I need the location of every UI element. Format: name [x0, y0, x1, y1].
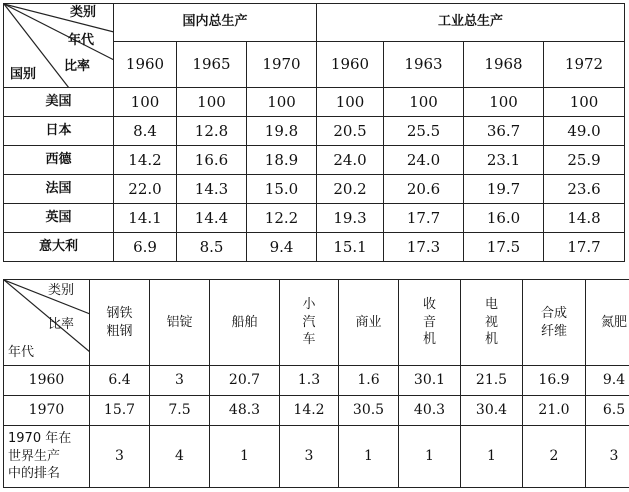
country-label: 法国	[4, 175, 114, 204]
data-cell: 1	[339, 426, 399, 488]
data-cell: 6.4	[90, 366, 150, 396]
data-cell: 3	[280, 426, 339, 488]
data-cell: 17.3	[384, 233, 464, 262]
data-cell: 18.9	[247, 146, 317, 175]
data-cell: 14.8	[544, 204, 625, 233]
country-label: 西德	[4, 146, 114, 175]
data-cell: 100	[544, 88, 625, 117]
data-cell: 14.1	[114, 204, 177, 233]
data-cell: 17.5	[464, 233, 544, 262]
year-header: 1965	[177, 42, 247, 88]
data-cell: 22.0	[114, 175, 177, 204]
data-cell: 23.6	[544, 175, 625, 204]
year-header: 1968	[464, 42, 544, 88]
data-cell: 1	[461, 426, 523, 488]
data-cell: 12.8	[177, 117, 247, 146]
data-cell: 14.2	[114, 146, 177, 175]
table-row	[4, 233, 625, 262]
data-cell: 30.5	[339, 396, 399, 426]
data-cell: 100	[177, 88, 247, 117]
data-cell: 21.5	[461, 366, 523, 396]
data-cell: 14.3	[177, 175, 247, 204]
data-cell: 100	[247, 88, 317, 117]
year-header: 1960	[317, 42, 384, 88]
data-cell: 19.8	[247, 117, 317, 146]
year-header: 1970	[247, 42, 317, 88]
category-header: 钢铁 粗钢	[90, 280, 150, 366]
group-header-industrial: 工业总生产	[317, 4, 625, 42]
row-label-ranking: 1970 年在 世界生产 中的排名	[4, 426, 90, 488]
table2-corner-cell	[4, 280, 90, 366]
data-cell: 16.6	[177, 146, 247, 175]
country-label: 美国	[4, 88, 114, 117]
data-cell: 23.1	[464, 146, 544, 175]
corner-label-country: 国别	[10, 67, 37, 82]
data-cell: 100	[114, 88, 177, 117]
data-cell: 20.2	[317, 175, 384, 204]
country-label: 英国	[4, 204, 114, 233]
data-cell: 20.7	[210, 366, 280, 396]
data-cell: 17.7	[384, 204, 464, 233]
data-cell: 15.1	[317, 233, 384, 262]
group-header-gdp: 国内总生产	[114, 4, 317, 42]
data-cell: 3	[150, 366, 210, 396]
data-cell: 100	[317, 88, 384, 117]
data-cell: 15.7	[90, 396, 150, 426]
row-label: 1970	[4, 396, 90, 426]
year-header: 1960	[114, 42, 177, 88]
corner-label-ratio: 比率	[64, 59, 91, 74]
data-cell: 30.4	[461, 396, 523, 426]
data-cell: 16.0	[464, 204, 544, 233]
data-cell: 100	[464, 88, 544, 117]
data-cell: 36.7	[464, 117, 544, 146]
table-row	[4, 117, 625, 146]
corner-label-ratio: 比率	[48, 317, 75, 332]
data-cell: 7.5	[150, 396, 210, 426]
table-row	[4, 366, 629, 396]
row-label: 1960	[4, 366, 90, 396]
data-cell: 1	[399, 426, 461, 488]
data-cell: 20.5	[317, 117, 384, 146]
data-cell: 25.5	[384, 117, 464, 146]
data-cell: 40.3	[399, 396, 461, 426]
table-row	[4, 175, 625, 204]
data-cell: 15.0	[247, 175, 317, 204]
corner-label-era: 年代	[8, 345, 35, 360]
table-row	[4, 146, 625, 175]
corner-label-era: 年代	[68, 33, 95, 48]
data-cell: 14.2	[280, 396, 339, 426]
table-gdp-industrial	[3, 3, 625, 262]
data-cell: 6.5	[586, 396, 629, 426]
data-cell: 8.5	[177, 233, 247, 262]
category-header: 合成 纤维	[523, 280, 586, 366]
year-header: 1972	[544, 42, 625, 88]
data-cell: 12.2	[247, 204, 317, 233]
country-label: 日本	[4, 117, 114, 146]
category-header: 氮肥	[586, 280, 629, 366]
data-cell: 100	[384, 88, 464, 117]
category-header: 商业	[339, 280, 399, 366]
category-header: 铝锭	[150, 280, 210, 366]
category-header: 船舶	[210, 280, 280, 366]
data-cell: 1	[210, 426, 280, 488]
category-header: 小 汽 车	[280, 280, 339, 366]
table-row	[4, 426, 629, 488]
data-cell: 49.0	[544, 117, 625, 146]
data-cell: 20.6	[384, 175, 464, 204]
data-cell: 4	[150, 426, 210, 488]
data-cell: 19.7	[464, 175, 544, 204]
category-header: 电 视 机	[461, 280, 523, 366]
table-industry-shares	[3, 279, 629, 488]
table1-corner-cell	[4, 4, 114, 88]
data-cell: 3	[586, 426, 629, 488]
data-cell: 24.0	[384, 146, 464, 175]
table-row	[4, 396, 629, 426]
country-label: 意大利	[4, 233, 114, 262]
data-cell: 8.4	[114, 117, 177, 146]
data-cell: 6.9	[114, 233, 177, 262]
corner-label-category: 类别	[48, 283, 75, 298]
table-row	[4, 88, 625, 117]
data-cell: 24.0	[317, 146, 384, 175]
category-header: 收 音 机	[399, 280, 461, 366]
data-cell: 17.7	[544, 233, 625, 262]
year-header: 1963	[384, 42, 464, 88]
data-cell: 3	[90, 426, 150, 488]
data-cell: 1.6	[339, 366, 399, 396]
data-cell: 48.3	[210, 396, 280, 426]
data-cell: 14.4	[177, 204, 247, 233]
data-cell: 9.4	[247, 233, 317, 262]
data-cell: 16.9	[523, 366, 586, 396]
data-cell: 21.0	[523, 396, 586, 426]
corner-label-category: 类别	[70, 5, 97, 20]
data-cell: 30.1	[399, 366, 461, 396]
data-cell: 2	[523, 426, 586, 488]
data-cell: 9.4	[586, 366, 629, 396]
table-row	[4, 204, 625, 233]
data-cell: 1.3	[280, 366, 339, 396]
data-cell: 19.3	[317, 204, 384, 233]
data-cell: 25.9	[544, 146, 625, 175]
